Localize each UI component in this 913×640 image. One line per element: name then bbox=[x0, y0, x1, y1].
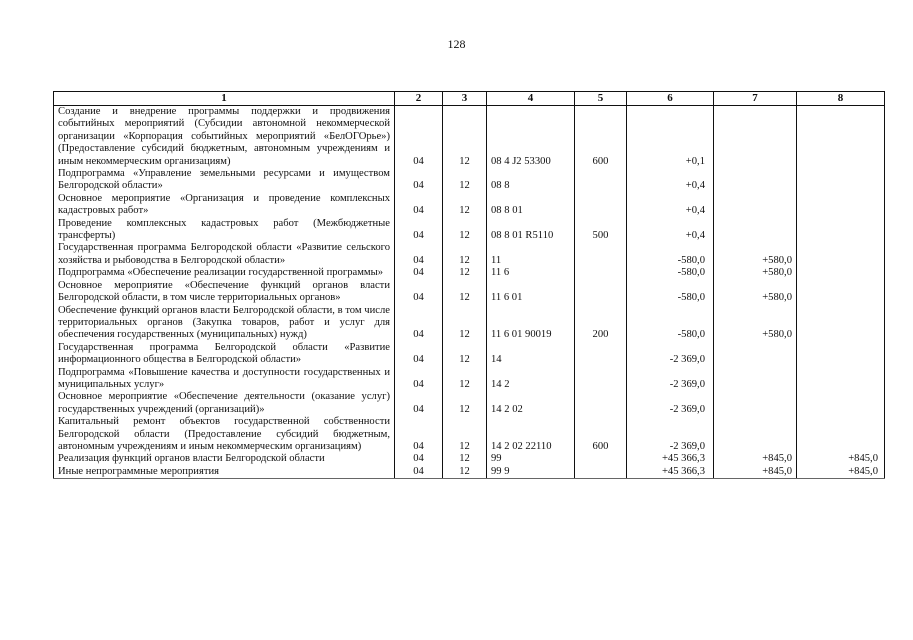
row-section: 04 bbox=[395, 106, 443, 169]
row-section: 04 bbox=[395, 367, 443, 392]
row-amount-col6: +0,4 bbox=[627, 168, 714, 193]
row-amount-col6: -2 369,0 bbox=[627, 342, 714, 367]
row-section: 04 bbox=[395, 391, 443, 416]
row-target-item: 14 2 02 bbox=[487, 391, 575, 416]
row-amount-col7 bbox=[714, 416, 797, 453]
row-section: 04 bbox=[395, 466, 443, 479]
row-expense-type bbox=[575, 453, 627, 465]
row-amount-col6: -580,0 bbox=[627, 305, 714, 342]
row-subsection: 12 bbox=[443, 305, 487, 342]
row-subsection: 12 bbox=[443, 367, 487, 392]
row-name: Иные непрограммные мероприятия bbox=[54, 466, 395, 479]
row-amount-col7: +580,0 bbox=[714, 305, 797, 342]
row-amount-col6: -580,0 bbox=[627, 242, 714, 267]
row-name: Основное мероприятие «Организация и проведение комплексных кадастровых работ» bbox=[54, 193, 395, 218]
row-subsection: 12 bbox=[443, 106, 487, 169]
row-expense-type: 200 bbox=[575, 305, 627, 342]
row-amount-col6: +0,4 bbox=[627, 218, 714, 243]
row-amount-col6: +45 366,3 bbox=[627, 466, 714, 479]
row-expense-type bbox=[575, 367, 627, 392]
row-amount-col8 bbox=[797, 242, 885, 267]
header-cell-3: 3 bbox=[443, 92, 487, 106]
row-subsection: 12 bbox=[443, 416, 487, 453]
row-amount-col7: +580,0 bbox=[714, 267, 797, 279]
row-amount-col7: +845,0 bbox=[714, 466, 797, 479]
table-row bbox=[54, 305, 885, 342]
header-row bbox=[54, 92, 885, 106]
row-amount-col8 bbox=[797, 106, 885, 169]
row-target-item: 08 8 01 bbox=[487, 193, 575, 218]
row-expense-type bbox=[575, 280, 627, 305]
row-section: 04 bbox=[395, 168, 443, 193]
row-name: Подпрограмма «Обеспечение реализации государственной программы» bbox=[54, 267, 395, 279]
row-section: 04 bbox=[395, 453, 443, 465]
table-row bbox=[54, 267, 885, 279]
header-cell-2: 2 bbox=[395, 92, 443, 106]
header-cell-4: 4 bbox=[487, 92, 575, 106]
row-target-item: 14 2 02 22110 bbox=[487, 416, 575, 453]
budget-table bbox=[53, 91, 885, 479]
row-target-item: 11 6 bbox=[487, 267, 575, 279]
row-section: 04 bbox=[395, 305, 443, 342]
row-target-item: 11 6 01 bbox=[487, 280, 575, 305]
row-amount-col6: -580,0 bbox=[627, 267, 714, 279]
row-amount-col8 bbox=[797, 168, 885, 193]
row-section: 04 bbox=[395, 267, 443, 279]
table-row bbox=[54, 280, 885, 305]
row-expense-type bbox=[575, 466, 627, 479]
row-amount-col8 bbox=[797, 193, 885, 218]
row-amount-col8 bbox=[797, 305, 885, 342]
row-amount-col8: +845,0 bbox=[797, 453, 885, 465]
row-expense-type bbox=[575, 242, 627, 267]
table-row bbox=[54, 416, 885, 453]
row-section: 04 bbox=[395, 342, 443, 367]
row-name: Проведение комплексных кадастровых работ (Межбюджетные трансферты) bbox=[54, 218, 395, 243]
header-cell-7: 7 bbox=[714, 92, 797, 106]
header-cell-5: 5 bbox=[575, 92, 627, 106]
table-row bbox=[54, 466, 885, 479]
row-amount-col8 bbox=[797, 267, 885, 279]
row-expense-type: 600 bbox=[575, 416, 627, 453]
row-amount-col8: +845,0 bbox=[797, 466, 885, 479]
row-amount-col7 bbox=[714, 391, 797, 416]
row-amount-col7 bbox=[714, 106, 797, 169]
row-section: 04 bbox=[395, 416, 443, 453]
row-amount-col6: -2 369,0 bbox=[627, 416, 714, 453]
row-amount-col8 bbox=[797, 367, 885, 392]
row-subsection: 12 bbox=[443, 466, 487, 479]
row-subsection: 12 bbox=[443, 391, 487, 416]
row-expense-type bbox=[575, 342, 627, 367]
row-expense-type bbox=[575, 193, 627, 218]
row-subsection: 12 bbox=[443, 242, 487, 267]
row-target-item: 14 bbox=[487, 342, 575, 367]
table-body bbox=[54, 106, 885, 479]
row-target-item: 08 8 bbox=[487, 168, 575, 193]
row-amount-col8 bbox=[797, 218, 885, 243]
row-name: Подпрограмма «Повышение качества и доступности государственных и муниципальных услуг» bbox=[54, 367, 395, 392]
row-name: Государственная программа Белгородской области «Развитие сельского хозяйства и рыбоводства в Белгородской области» bbox=[54, 242, 395, 267]
row-target-item: 99 bbox=[487, 453, 575, 465]
row-amount-col7 bbox=[714, 168, 797, 193]
row-amount-col6: +45 366,3 bbox=[627, 453, 714, 465]
row-amount-col7: +580,0 bbox=[714, 242, 797, 267]
table-row bbox=[54, 193, 885, 218]
row-name: Обеспечение функций органов власти Белгородской области, в том числе территориальных органов (Закупка товаров, работ и услуг для обеспечения государственных (муниципальных) нужд) bbox=[54, 305, 395, 342]
row-name: Государственная программа Белгородской области «Развитие информационного общества в Белгородской области» bbox=[54, 342, 395, 367]
row-section: 04 bbox=[395, 280, 443, 305]
table-header bbox=[54, 92, 885, 106]
table-row bbox=[54, 106, 885, 169]
row-expense-type bbox=[575, 168, 627, 193]
row-amount-col7 bbox=[714, 367, 797, 392]
row-section: 04 bbox=[395, 242, 443, 267]
row-expense-type: 600 bbox=[575, 106, 627, 169]
row-target-item: 08 8 01 R5110 bbox=[487, 218, 575, 243]
row-amount-col8 bbox=[797, 391, 885, 416]
row-subsection: 12 bbox=[443, 168, 487, 193]
row-amount-col6: +0,4 bbox=[627, 193, 714, 218]
table-row bbox=[54, 367, 885, 392]
page-number: 128 bbox=[447, 37, 466, 51]
row-target-item: 11 bbox=[487, 242, 575, 267]
table-row bbox=[54, 391, 885, 416]
header-cell-1: 1 bbox=[54, 92, 395, 106]
row-subsection: 12 bbox=[443, 280, 487, 305]
row-name: Основное мероприятие «Обеспечение функций органов власти Белгородской области, в том числе территориальных органов» bbox=[54, 280, 395, 305]
row-name: Реализация функций органов власти Белгородской области bbox=[54, 453, 395, 465]
row-subsection: 12 bbox=[443, 453, 487, 465]
row-name: Основное мероприятие «Обеспечение деятельности (оказание услуг) государственных учреждений (организаций)» bbox=[54, 391, 395, 416]
row-section: 04 bbox=[395, 218, 443, 243]
row-amount-col8 bbox=[797, 342, 885, 367]
table-row bbox=[54, 218, 885, 243]
row-target-item: 11 6 01 90019 bbox=[487, 305, 575, 342]
table-row bbox=[54, 342, 885, 367]
row-expense-type bbox=[575, 391, 627, 416]
row-amount-col8 bbox=[797, 280, 885, 305]
row-subsection: 12 bbox=[443, 193, 487, 218]
row-target-item: 99 9 bbox=[487, 466, 575, 479]
row-subsection: 12 bbox=[443, 267, 487, 279]
row-amount-col7 bbox=[714, 193, 797, 218]
row-expense-type bbox=[575, 267, 627, 279]
row-amount-col7 bbox=[714, 342, 797, 367]
row-amount-col6: -2 369,0 bbox=[627, 367, 714, 392]
table-row bbox=[54, 453, 885, 465]
row-subsection: 12 bbox=[443, 342, 487, 367]
header-cell-6: 6 bbox=[627, 92, 714, 106]
row-amount-col6: -2 369,0 bbox=[627, 391, 714, 416]
row-name: Подпрограмма «Управление земельными ресурсами и имуществом Белгородской области» bbox=[54, 168, 395, 193]
row-name: Капитальный ремонт объектов государственной собственности Белгородской области (Предоставление субсидий бюджетным, автономным учреждениям и иным некоммерческим организациям) bbox=[54, 416, 395, 453]
row-amount-col8 bbox=[797, 416, 885, 453]
row-section: 04 bbox=[395, 193, 443, 218]
row-subsection: 12 bbox=[443, 218, 487, 243]
row-amount-col7 bbox=[714, 218, 797, 243]
row-amount-col6: -580,0 bbox=[627, 280, 714, 305]
table-row bbox=[54, 242, 885, 267]
row-target-item: 08 4 J2 53300 bbox=[487, 106, 575, 169]
row-name: Создание и внедрение программы поддержки и продвижения событийных мероприятий (Субсидии автономной некоммерческой организации «Корпорация событийных мероприятий «БелОГОрье») (Предоставление субсидий бюджетным, автономным учреждениям и иным некоммерческим организациям) bbox=[54, 106, 395, 169]
row-target-item: 14 2 bbox=[487, 367, 575, 392]
row-expense-type: 500 bbox=[575, 218, 627, 243]
row-amount-col7: +845,0 bbox=[714, 453, 797, 465]
table-row bbox=[54, 168, 885, 193]
row-amount-col7: +580,0 bbox=[714, 280, 797, 305]
header-cell-8: 8 bbox=[797, 92, 885, 106]
row-amount-col6: +0,1 bbox=[627, 106, 714, 169]
